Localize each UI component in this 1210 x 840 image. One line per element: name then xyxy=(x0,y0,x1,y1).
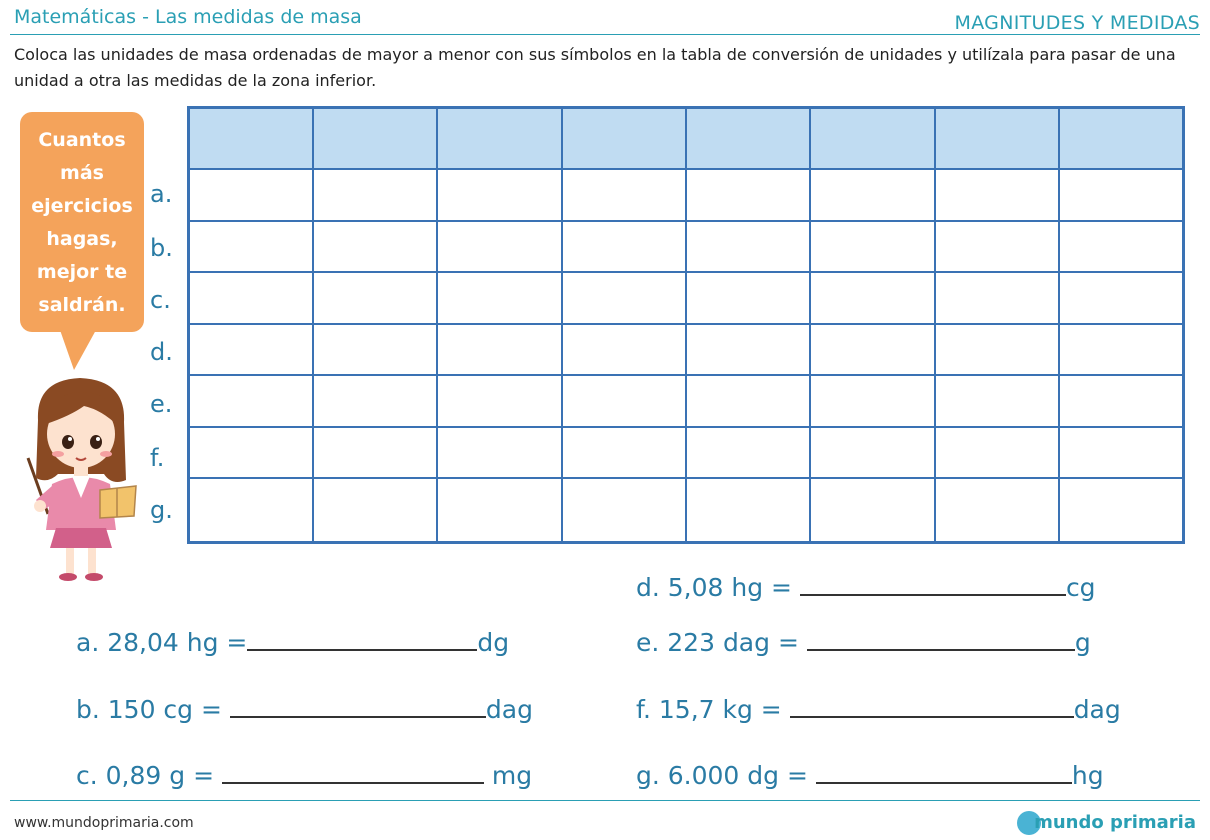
table-cell[interactable] xyxy=(1059,427,1183,479)
bubble-line: más xyxy=(60,162,104,184)
table-cell[interactable] xyxy=(1059,272,1183,324)
exercise-g xyxy=(636,760,1104,790)
exercise-f xyxy=(636,694,1121,724)
exercise-prefix: g. 6.000 dg = xyxy=(636,761,808,790)
table-cell[interactable] xyxy=(810,169,934,221)
table-cell[interactable] xyxy=(810,478,934,542)
table-header-row xyxy=(189,108,1184,170)
answer-blank[interactable] xyxy=(816,760,1072,784)
bubble-line: saldrán. xyxy=(38,294,126,316)
table-cell[interactable] xyxy=(1059,375,1183,427)
row-label: e. xyxy=(150,390,173,418)
table-row xyxy=(189,478,1184,542)
answer-blank[interactable] xyxy=(800,572,1066,596)
table-cell[interactable] xyxy=(437,169,561,221)
table-cell[interactable] xyxy=(686,478,810,542)
instructions: Coloca las unidades de masa ordenadas de mayor a menor con sus símbolos en la tabla de conversión de unidades y utilízala para pasar de una unidad a otra las medidas de la zona inferior. xyxy=(14,45,1176,90)
bubble-line: ejercicios xyxy=(31,195,133,217)
table-cell[interactable] xyxy=(1059,478,1183,542)
answer-blank[interactable] xyxy=(790,694,1074,718)
table-cell[interactable] xyxy=(437,427,561,479)
speech-bubble xyxy=(20,112,144,332)
teacher-illustration xyxy=(22,372,142,584)
header-divider xyxy=(10,34,1200,35)
exercise-e xyxy=(636,627,1091,657)
row-label: a. xyxy=(150,180,173,208)
table-row xyxy=(189,272,1184,324)
unit-header-cell[interactable] xyxy=(810,108,934,170)
table-cell[interactable] xyxy=(313,221,437,273)
table-cell[interactable] xyxy=(437,272,561,324)
table-cell[interactable] xyxy=(189,272,313,324)
unit-header-cell[interactable] xyxy=(935,108,1059,170)
table-cell[interactable] xyxy=(189,427,313,479)
table-cell[interactable] xyxy=(935,375,1059,427)
unit-header-cell[interactable] xyxy=(1059,108,1183,170)
table-cell[interactable] xyxy=(686,169,810,221)
table-row xyxy=(189,375,1184,427)
table-cell[interactable] xyxy=(313,169,437,221)
answer-blank[interactable] xyxy=(230,694,486,718)
table-cell[interactable] xyxy=(686,375,810,427)
bubble-line: hagas, xyxy=(46,228,118,250)
table-cell[interactable] xyxy=(313,427,437,479)
table-cell[interactable] xyxy=(810,272,934,324)
unit-header-cell[interactable] xyxy=(437,108,561,170)
table-cell[interactable] xyxy=(562,221,686,273)
speech-bubble-tail xyxy=(60,330,96,370)
table-cell[interactable] xyxy=(313,375,437,427)
table-cell[interactable] xyxy=(1059,324,1183,376)
table-row xyxy=(189,169,1184,221)
table-cell[interactable] xyxy=(686,272,810,324)
table-cell[interactable] xyxy=(686,427,810,479)
exercise-unit: hg xyxy=(1071,761,1104,790)
bubble-line: mejor te xyxy=(36,261,128,283)
exercise-d xyxy=(636,572,1096,602)
table-cell[interactable] xyxy=(810,324,934,376)
exercise-unit: mg xyxy=(491,761,533,790)
answer-blank[interactable] xyxy=(807,627,1075,651)
unit-header-cell[interactable] xyxy=(313,108,437,170)
table-cell[interactable] xyxy=(562,427,686,479)
table-cell[interactable] xyxy=(437,375,561,427)
table-cell[interactable] xyxy=(562,324,686,376)
table-cell[interactable] xyxy=(1059,221,1183,273)
table-cell[interactable] xyxy=(189,375,313,427)
table-cell[interactable] xyxy=(810,427,934,479)
table-cell[interactable] xyxy=(935,324,1059,376)
row-label: f. xyxy=(150,444,165,472)
unit-header-cell[interactable] xyxy=(189,108,313,170)
table-cell[interactable] xyxy=(935,272,1059,324)
exercise-prefix: f. 15,7 kg = xyxy=(636,695,782,724)
table-cell[interactable] xyxy=(189,324,313,376)
table-row xyxy=(189,324,1184,376)
table-cell[interactable] xyxy=(189,169,313,221)
answer-blank[interactable] xyxy=(222,760,484,784)
section-title: MAGNITUDES Y MEDIDAS xyxy=(954,12,1200,34)
brand-logo-text: mundo primaria xyxy=(1034,812,1196,833)
table-cell[interactable] xyxy=(810,221,934,273)
exercise-unit: dg xyxy=(477,628,510,657)
row-label: c. xyxy=(150,286,171,314)
exercise-unit: cg xyxy=(1065,573,1096,602)
exercise-unit: dag xyxy=(485,695,533,724)
table-cell[interactable] xyxy=(437,221,561,273)
footer-divider xyxy=(10,800,1200,801)
exercise-prefix: c. 0,89 g = xyxy=(76,761,215,790)
table-cell[interactable] xyxy=(562,375,686,427)
exercise-unit: g xyxy=(1074,628,1091,657)
row-label: b. xyxy=(150,234,173,262)
table-cell[interactable] xyxy=(562,169,686,221)
answer-blank[interactable] xyxy=(247,627,477,651)
table-cell[interactable] xyxy=(686,221,810,273)
table-cell[interactable] xyxy=(313,478,437,542)
table-cell[interactable] xyxy=(189,478,313,542)
table-cell[interactable] xyxy=(935,221,1059,273)
table-row xyxy=(189,221,1184,273)
row-label: d. xyxy=(150,338,173,366)
footer-url[interactable]: www.mundoprimaria.com xyxy=(14,815,194,831)
exercise-b xyxy=(76,694,533,724)
table-cell[interactable] xyxy=(313,324,437,376)
table-row xyxy=(189,427,1184,479)
table-cell[interactable] xyxy=(935,427,1059,479)
table-cell[interactable] xyxy=(562,272,686,324)
exercise-prefix: b. 150 cg = xyxy=(76,695,222,724)
unit-header-cell[interactable] xyxy=(562,108,686,170)
exercise-a xyxy=(76,627,509,657)
table-cell[interactable] xyxy=(189,221,313,273)
table-cell[interactable] xyxy=(562,478,686,542)
table-cell[interactable] xyxy=(437,478,561,542)
conversion-table xyxy=(187,106,1185,544)
table-cell[interactable] xyxy=(935,478,1059,542)
exercise-c xyxy=(76,760,532,790)
exercise-prefix: d. 5,08 hg = xyxy=(636,573,792,602)
exercise-unit: dag xyxy=(1073,695,1121,724)
bubble-line: Cuantos xyxy=(38,129,126,151)
table-cell[interactable] xyxy=(686,324,810,376)
table-cell[interactable] xyxy=(810,375,934,427)
page-title: Matemáticas - Las medidas de masa xyxy=(14,6,362,28)
table-cell[interactable] xyxy=(313,272,437,324)
table-cell[interactable] xyxy=(935,169,1059,221)
exercise-prefix: e. 223 dag = xyxy=(636,628,799,657)
unit-header-cell[interactable] xyxy=(686,108,810,170)
table-cell[interactable] xyxy=(1059,169,1183,221)
table-cell[interactable] xyxy=(437,324,561,376)
row-label: g. xyxy=(150,496,173,524)
exercise-prefix: a. 28,04 hg = xyxy=(76,628,248,657)
